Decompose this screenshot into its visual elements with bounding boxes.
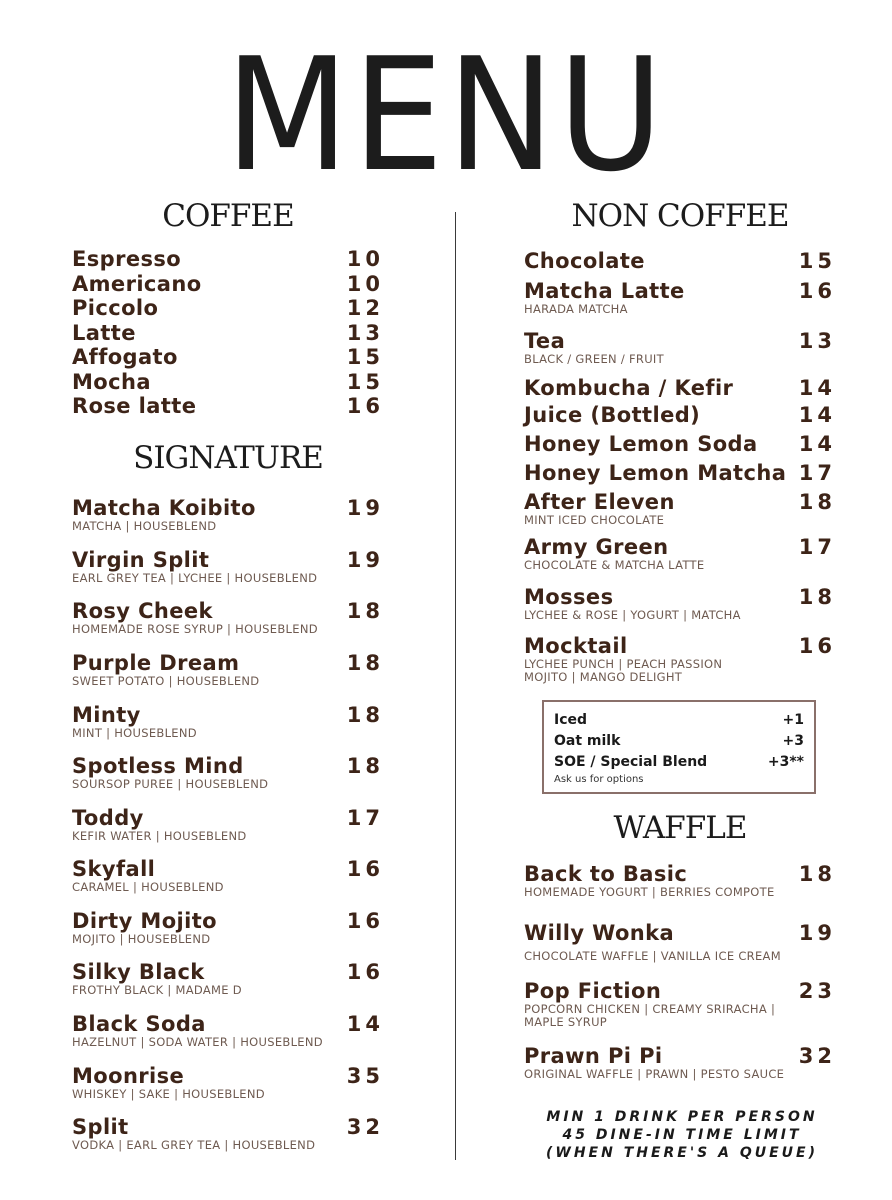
item-name: Prawn Pi Pi: [524, 1044, 663, 1068]
item-name: Affogato: [72, 345, 178, 369]
item-name: Americano: [72, 271, 202, 296]
item-name: Moonrise: [72, 1064, 185, 1088]
item-name: Virgin Split: [72, 548, 210, 572]
item-name: Toddy: [72, 806, 144, 830]
menu-item: [524, 634, 836, 684]
item-name: Silky Black: [72, 960, 205, 984]
menu-item: [72, 370, 384, 395]
menu-item: [524, 249, 836, 273]
item-price: 17: [346, 806, 384, 830]
menu-item: [72, 1012, 384, 1049]
item-name: Rosy Cheek: [72, 599, 213, 623]
item-price: 32: [346, 1115, 384, 1139]
item-description: VODKA | EARL GREY TEA | HOUSEBLEND: [72, 1138, 316, 1152]
item-name: Skyfall: [72, 857, 156, 881]
item-name: Chocolate: [524, 249, 645, 273]
item-name: Purple Dream: [72, 651, 240, 675]
item-name: Matcha Latte: [524, 279, 685, 303]
menu-item: [524, 279, 836, 316]
item-price: 16: [346, 960, 384, 984]
item-description: POPCORN CHICKEN | CREAMY SRIRACHA |: [524, 1002, 776, 1016]
footer-line: 45 DINE-IN TIME LIMIT: [562, 1127, 802, 1143]
item-price: 14: [798, 376, 836, 400]
item-price: 18: [346, 599, 384, 623]
item-name: Willy Wonka: [524, 921, 675, 945]
section-title-non-coffee: NON COFFEE: [571, 198, 789, 234]
addon-price: +3: [782, 733, 804, 749]
footer-notice: [524, 1108, 840, 1162]
item-description: KEFIR WATER | HOUSEBLEND: [72, 829, 247, 843]
item-name: After Eleven: [524, 490, 675, 514]
item-description: MINT ICED CHOCOLATE: [524, 513, 665, 527]
menu-item: [524, 461, 836, 485]
menu-item: [524, 979, 836, 1029]
menu-item: [524, 862, 836, 899]
menu-item: [524, 535, 836, 572]
item-name: Mocha: [72, 369, 151, 394]
item-price: 16: [798, 634, 836, 658]
item-price: 19: [346, 548, 384, 572]
item-price: 13: [798, 329, 836, 353]
menu-item: [72, 496, 384, 533]
item-name: Tea: [524, 329, 566, 353]
item-price: 18: [798, 585, 836, 609]
item-price: 32: [798, 1044, 836, 1068]
item-name: Juice (Bottled): [524, 403, 701, 427]
item-name: Mocktail: [524, 634, 628, 658]
item-price: 10: [346, 247, 384, 271]
footer-line: MIN 1 DRINK PER PERSON: [546, 1109, 818, 1125]
menu-item: [72, 1115, 384, 1152]
coffee-list: [72, 247, 384, 419]
addon-name: SOE / Special Blend: [554, 754, 708, 770]
section-title-waffle: WAFFLE: [613, 810, 747, 846]
item-description: LYCHEE & ROSE | YOGURT | MATCHA: [524, 608, 741, 622]
item-price: 18: [798, 862, 836, 886]
menu-item: [72, 394, 384, 419]
item-description: MAPLE SYRUP: [524, 1015, 608, 1029]
menu-item: [72, 754, 384, 791]
item-price: 18: [346, 754, 384, 778]
addon-name: Oat milk: [554, 733, 621, 749]
item-price: 16: [346, 909, 384, 933]
item-price: 14: [346, 1012, 384, 1036]
item-price: 15: [346, 369, 384, 394]
addon-row: [554, 752, 804, 773]
column-divider: [455, 212, 456, 1160]
menu-item: [72, 857, 384, 894]
item-description: HOMEMADE ROSE SYRUP | HOUSEBLEND: [72, 622, 318, 636]
section-title-coffee: COFFEE: [162, 198, 294, 234]
item-description: EARL GREY TEA | LYCHEE | HOUSEBLEND: [72, 571, 318, 585]
menu-item: [72, 1064, 384, 1101]
item-description: FROTHY BLACK | MADAME D: [72, 983, 242, 997]
menu-item: [524, 329, 836, 366]
addons-box: [542, 700, 816, 794]
item-description: BLACK / GREEN / FRUIT: [524, 352, 664, 366]
section-title-signature: SIGNATURE: [133, 440, 323, 476]
menu-item: [72, 909, 384, 946]
item-name: Black Soda: [72, 1012, 206, 1036]
menu-item: [72, 703, 384, 740]
item-price: 35: [346, 1064, 384, 1088]
item-name: Mosses: [524, 585, 614, 609]
menu-item: [524, 585, 836, 622]
menu-item: [72, 806, 384, 843]
addon-row: [554, 731, 804, 752]
menu-title: MENU: [225, 24, 667, 206]
menu-item: [524, 490, 836, 527]
menu-item: [524, 376, 836, 400]
item-description: HARADA MATCHA: [524, 302, 628, 316]
item-description: HAZELNUT | SODA WATER | HOUSEBLEND: [72, 1035, 323, 1049]
menu-item: [72, 548, 384, 585]
menu-item: [72, 960, 384, 997]
item-description: MATCHA | HOUSEBLEND: [72, 519, 217, 533]
item-price: 10: [346, 271, 384, 296]
item-price: 18: [346, 651, 384, 675]
menu-item: [72, 247, 384, 272]
item-price: 16: [346, 857, 384, 881]
item-price: 19: [798, 921, 836, 945]
menu-item: [72, 599, 384, 636]
item-price: 23: [798, 979, 836, 1003]
item-price: 16: [798, 279, 836, 303]
menu-item: [524, 403, 836, 427]
item-price: 19: [346, 496, 384, 520]
item-price: 14: [798, 432, 836, 456]
item-description: WHISKEY | SAKE | HOUSEBLEND: [72, 1087, 265, 1101]
item-price: 15: [798, 249, 836, 273]
item-description: SOURSOP PUREE | HOUSEBLEND: [72, 777, 269, 791]
menu-item: [72, 651, 384, 688]
item-price: 15: [346, 345, 384, 369]
item-name: Spotless Mind: [72, 754, 244, 778]
menu-item: [72, 345, 384, 370]
item-name: Army Green: [524, 535, 669, 559]
item-description: MOJITO | HOUSEBLEND: [72, 932, 211, 946]
item-price: 17: [798, 535, 836, 559]
item-price: 16: [346, 394, 384, 418]
item-name: Split: [72, 1115, 129, 1139]
item-description: MINT | HOUSEBLEND: [72, 726, 197, 740]
item-name: Back to Basic: [524, 862, 688, 886]
item-name: Piccolo: [72, 296, 159, 320]
item-description: SWEET POTATO | HOUSEBLEND: [72, 674, 260, 688]
menu-item: [72, 321, 384, 346]
item-description: MOJITO | MANGO DELIGHT: [524, 670, 683, 684]
item-description: LYCHEE PUNCH | PEACH PASSION: [524, 657, 723, 671]
addons-note: Ask us for options: [554, 774, 644, 785]
menu-item: [72, 296, 384, 321]
item-name: Espresso: [72, 247, 182, 271]
item-description: HOMEMADE YOGURT | BERRIES COMPOTE: [524, 885, 775, 899]
addon-price: +1: [782, 712, 804, 728]
item-price: 17: [798, 461, 836, 485]
item-name: Kombucha / Kefir: [524, 376, 734, 400]
menu-item: [524, 1044, 836, 1081]
item-name: Minty: [72, 703, 141, 727]
item-price: 13: [346, 320, 384, 345]
menu-item: [524, 921, 836, 963]
item-description: CHOCOLATE WAFFLE | VANILLA ICE CREAM: [524, 949, 781, 963]
addon-row: [554, 710, 804, 731]
footer-line: (WHEN THERE'S A QUEUE): [545, 1145, 818, 1161]
item-price: 18: [798, 490, 836, 514]
item-name: Pop Fiction: [524, 979, 662, 1003]
item-name: Rose latte: [72, 394, 197, 418]
item-description: CHOCOLATE & MATCHA LATTE: [524, 558, 705, 572]
menu-item: [524, 432, 836, 456]
item-price: 14: [798, 403, 836, 427]
item-price: 18: [346, 703, 384, 727]
item-name: Honey Lemon Matcha: [524, 461, 787, 485]
item-name: Latte: [72, 320, 136, 345]
item-price: 12: [346, 296, 384, 320]
item-description: ORIGINAL WAFFLE | PRAWN | PESTO SAUCE: [524, 1067, 785, 1081]
addon-name: Iced: [554, 712, 588, 728]
addon-price: +3**: [767, 754, 804, 770]
item-name: Honey Lemon Soda: [524, 432, 758, 456]
menu-item: [72, 272, 384, 297]
item-name: Dirty Mojito: [72, 909, 218, 933]
item-description: CARAMEL | HOUSEBLEND: [72, 880, 224, 894]
item-name: Matcha Koibito: [72, 496, 256, 520]
